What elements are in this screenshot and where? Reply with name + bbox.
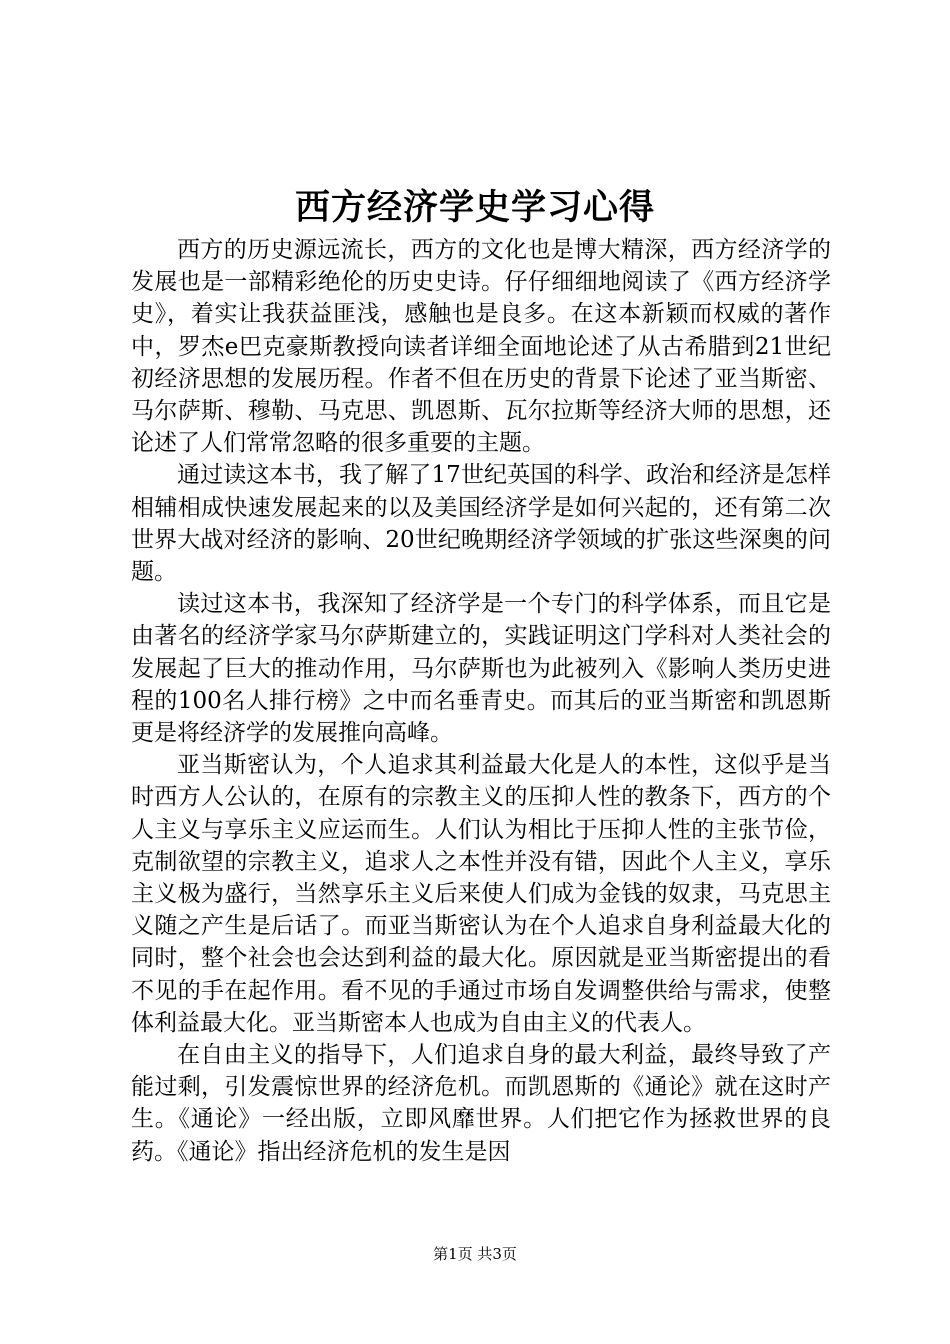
paragraph: 在自由主义的指导下，人们追求自身的最大利益，最终导致了产能过剩，引发震惊世界的经济危机。而凯恩斯的《通论》就在这时产生。《通论》一经出版，立即风靡世界。人们把它作为拯救世界的良药。《通论》指出经济危机的发生是因	[131, 1042, 831, 1165]
paragraph: 西方的历史源远流长，西方的文化也是博大精深，西方经济学的发展也是一部精彩绝伦的历史史诗。仔仔细细地阅读了《西方经济学史》，着实让我获益匪浅，感触也是良多。在这本新颖而权威的著作中，罗杰e巴克豪斯教授向读者详细全面地论述了从古希腊到21世纪初经济思想的发展历程。作者不但在历史的背景下论述了亚当斯密、马尔萨斯、穆勒、马克思、凯恩斯、瓦尔拉斯等经济大师的思想，还论述了人们常常忽略的很多重要的主题。	[131, 237, 831, 457]
page-footer: 第1页 共3页	[433, 1245, 517, 1263]
page-title: 西方经济学史学习心得	[294, 187, 655, 228]
paragraph: 读过这本书，我深知了经济学是一个专门的科学体系，而且它是由著名的经济学家马尔萨斯建立的，实践证明这门学科对人类社会的发展起了巨大的推动作用，马尔萨斯也为此被列入《影响人类历史进程的100名人排行榜》之中而名垂青史。而其后的亚当斯密和凯恩斯更是将经济学的发展推向高峰。	[131, 591, 831, 747]
document-body	[131, 234, 831, 1168]
paragraph: 通过读这本书，我了解了17世纪英国的科学、政治和经济是怎样相辅相成快速发展起来的以及美国经济学是如何兴起的，还有第二次世界大战对经济的影响、20世纪晚期经济学领域的扩张这些深奥的问题。	[131, 462, 831, 586]
paragraph: 亚当斯密认为，个人追求其利益最大化是人的本性，这似乎是当时西方人公认的，在原有的宗教主义的压抑人性的教条下，西方的个人主义与享乐主义应运而生。人们认为相比于压抑人性的主张节俭，克制欲望的宗教主义，追求人之本性并没有错，因此个人主义，享乐主义极为盛行，当然享乐主义后来使人们成为金钱的奴隶，马克思主义随之产生是后话了。而亚当斯密认为在个人追求自身利益最大化的同时，整个社会也会达到利益的最大化。原因就是亚当斯密提出的看不见的手在起作用。看不见的手通过市场自发调整供给与需求，使整体利益最大化。亚当斯密本人也成为自由主义的代表人。	[131, 752, 831, 1036]
